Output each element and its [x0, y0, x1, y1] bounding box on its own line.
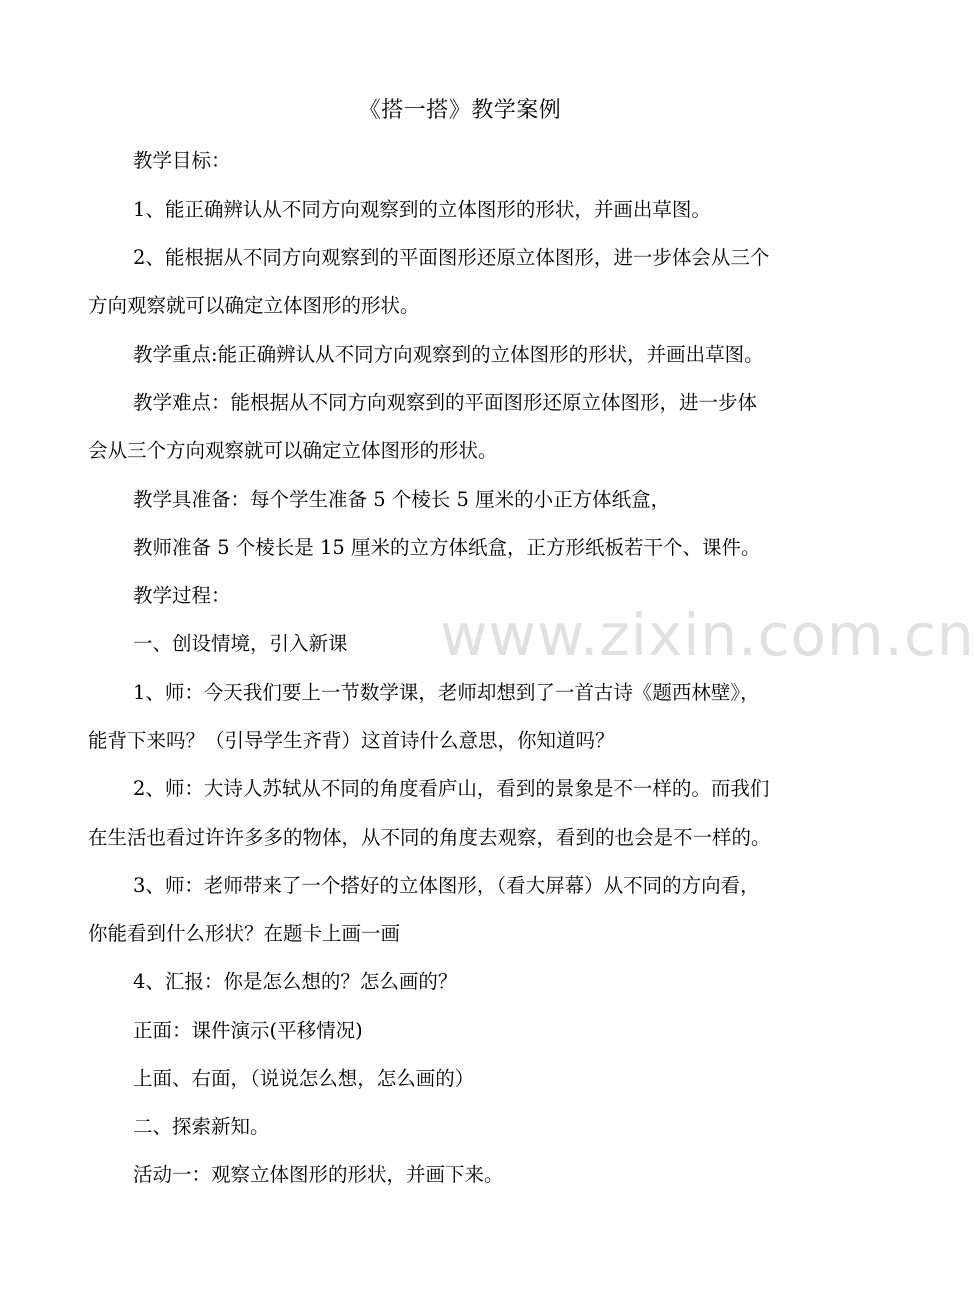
paragraph-key-point: 教学重点:能正确辨认从不同方向观察到的立体图形的形状，并画出草图。: [133, 343, 764, 366]
paragraph-difficulty-line-2: 会从三个方向观察就可以确定立体图形的形状。: [88, 439, 498, 462]
paragraph-step-3-line-2: 你能看到什么形状？在题卡上画一画: [88, 922, 401, 945]
paragraph-difficulty-line-1: 教学难点：能根据从不同方向观察到的平面图形还原立体图形，进一步体: [133, 391, 758, 414]
paragraph-front-view: 正面：课件演示(平移情况): [133, 1019, 363, 1042]
paragraph-goal-2-line-2: 方向观察就可以确定立体图形的形状。: [88, 294, 420, 317]
document-title: 《搭一搭》教学案例: [358, 98, 562, 123]
paragraph-step-4: 4、汇报：你是怎么想的？怎么画的？: [133, 970, 458, 993]
section-heading-process: 教学过程：: [133, 584, 231, 607]
paragraph-step-3-line-1: 3、师：老师带来了一个搭好的立体图形，（看大屏幕）从不同的方向看，: [133, 874, 760, 897]
paragraph-materials-students: 教学具准备：每个学生准备 5 个棱长 5 厘米的小正方体纸盒，: [133, 488, 671, 511]
watermark: www.zixin.com.cn: [440, 601, 975, 669]
section-heading-goals: 教学目标：: [133, 149, 231, 172]
paragraph-goal-2-line-1: 2、能根据从不同方向观察到的平面图形还原立体图形，进一步体会从三个: [133, 246, 770, 269]
paragraph-step-2-line-1: 2、师：大诗人苏轼从不同的角度看庐山，看到的景象是不一样的。而我们: [133, 777, 770, 800]
paragraph-activity-1: 活动一：观察立体图形的形状，并画下来。: [133, 1163, 504, 1186]
paragraph-top-right-view: 上面、右面，（说说怎么想，怎么画的）: [133, 1067, 475, 1090]
paragraph-step-1-line-1: 1、师：今天我们要上一节数学课，老师却想到了一首古诗《题西林壁》，: [133, 681, 760, 704]
paragraph-goal-1: 1、能正确辨认从不同方向观察到的立体图形的形状，并画出草图。: [133, 198, 711, 221]
paragraph-step-1-line-2: 能背下来吗？（引导学生齐背）这首诗什么意思，你知道吗？: [88, 729, 615, 752]
paragraph-step-2-line-2: 在生活也看过许许多多的物体，从不同的角度去观察，看到的也会是不一样的。: [88, 826, 771, 849]
paragraph-materials-teacher: 教师准备 5 个棱长是 15 厘米的立方体纸盒，正方形纸板若干个、课件。: [133, 536, 761, 559]
section-heading-introduction: 一、创设情境，引入新课: [133, 632, 348, 655]
section-heading-explore: 二、探索新知。: [133, 1115, 270, 1138]
